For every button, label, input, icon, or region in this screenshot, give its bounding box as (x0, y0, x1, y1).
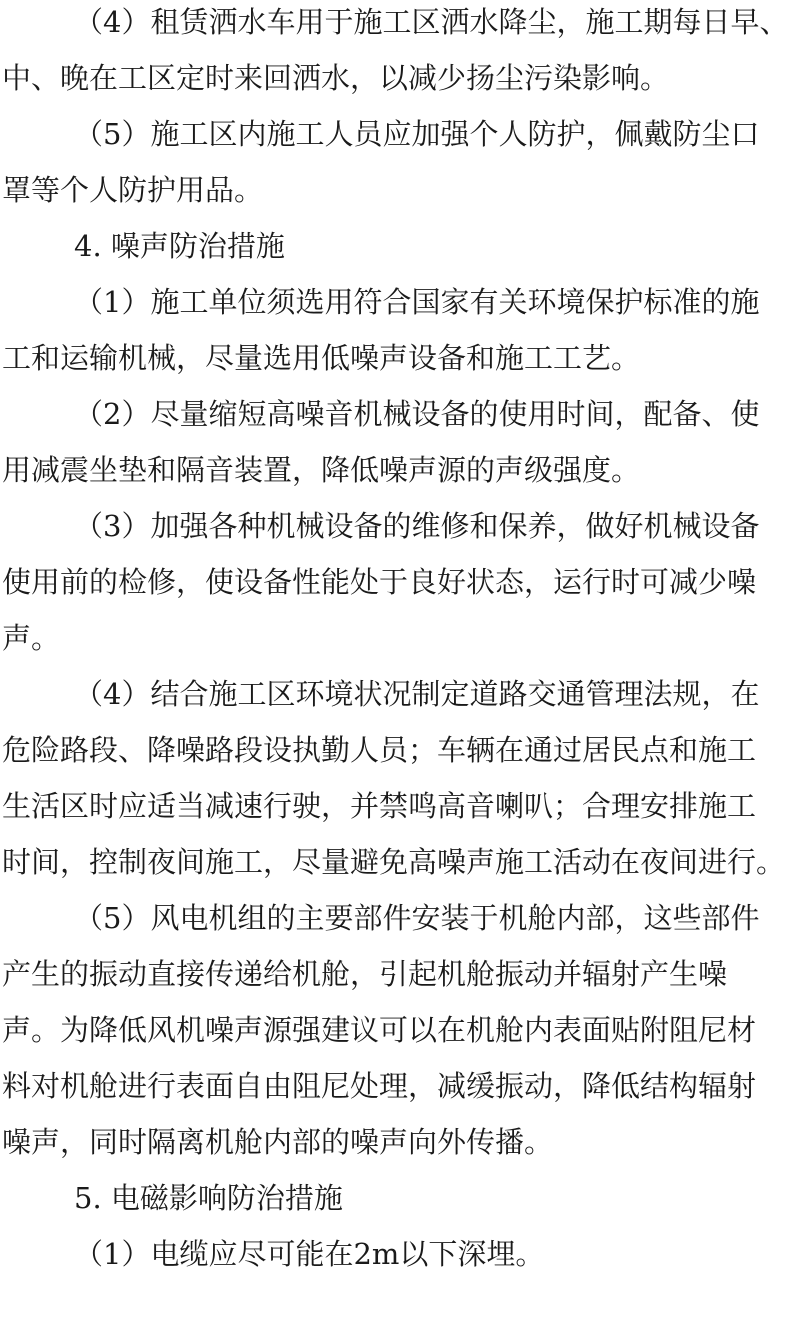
text-line: 时间，控制夜间施工，尽量避免高噪声施工活动在夜间进行。 (2, 845, 786, 879)
text-line: 危险路段、降噪路段设执勤人员；车辆在通过居民点和施工 (2, 733, 757, 767)
section-heading: 5. 电磁影响防治措施 (74, 1181, 343, 1215)
text-line: 中、晚在工区定时来回洒水，以减少扬尘污染影响。 (2, 61, 670, 95)
text-line: （4）租赁洒水车用于施工区洒水降尘，施工期每日早、 (74, 5, 789, 39)
text-line: （3）加强各种机械设备的维修和保养，做好机械设备 (74, 509, 760, 543)
text-line: （2）尽量缩短高噪音机械设备的使用时间，配备、使 (74, 397, 760, 431)
text-line: 声。为降低风机噪声源强建议可以在机舱内表面贴附阻尼材 (2, 1013, 757, 1047)
text-line: 工和运输机械，尽量选用低噪声设备和施工工艺。 (2, 341, 641, 375)
text-line: （1）电缆应尽可能在2m以下深埋。 (74, 1237, 545, 1271)
section-heading: 4. 噪声防治措施 (74, 229, 285, 263)
text-line: 使用前的检修，使设备性能处于良好状态，运行时可减少噪 (2, 565, 757, 599)
text-line: 生活区时应适当减速行驶，并禁鸣高音喇叭；合理安排施工 (2, 789, 757, 823)
text-line-hidden (0, 1290, 800, 1330)
text-line: 罩等个人防护用品。 (2, 173, 264, 207)
text-line: 声。 (2, 621, 61, 655)
text-line: 噪声，同时隔离机舱内部的噪声向外传播。 (2, 1125, 554, 1159)
text-line: 用减震坐垫和隔音装置，降低噪声源的声级强度。 (2, 453, 641, 487)
text-line: （5）风电机组的主要部件安装于机舱内部，这些部件 (74, 901, 760, 935)
text-line: （4）结合施工区环境状况制定道路交通管理法规，在 (74, 677, 760, 711)
text-line: 料对机舱进行表面自由阻尼处理，减缓振动，降低结构辐射 (2, 1069, 757, 1103)
text-line: （5）施工区内施工人员应加强个人防护，佩戴防尘口 (74, 117, 760, 151)
text-line: 产生的振动直接传递给机舱，引起机舱振动并辐射产生噪 (2, 957, 728, 991)
text-line: （1）施工单位须选用符合国家有关环境保护标准的施 (74, 285, 760, 319)
